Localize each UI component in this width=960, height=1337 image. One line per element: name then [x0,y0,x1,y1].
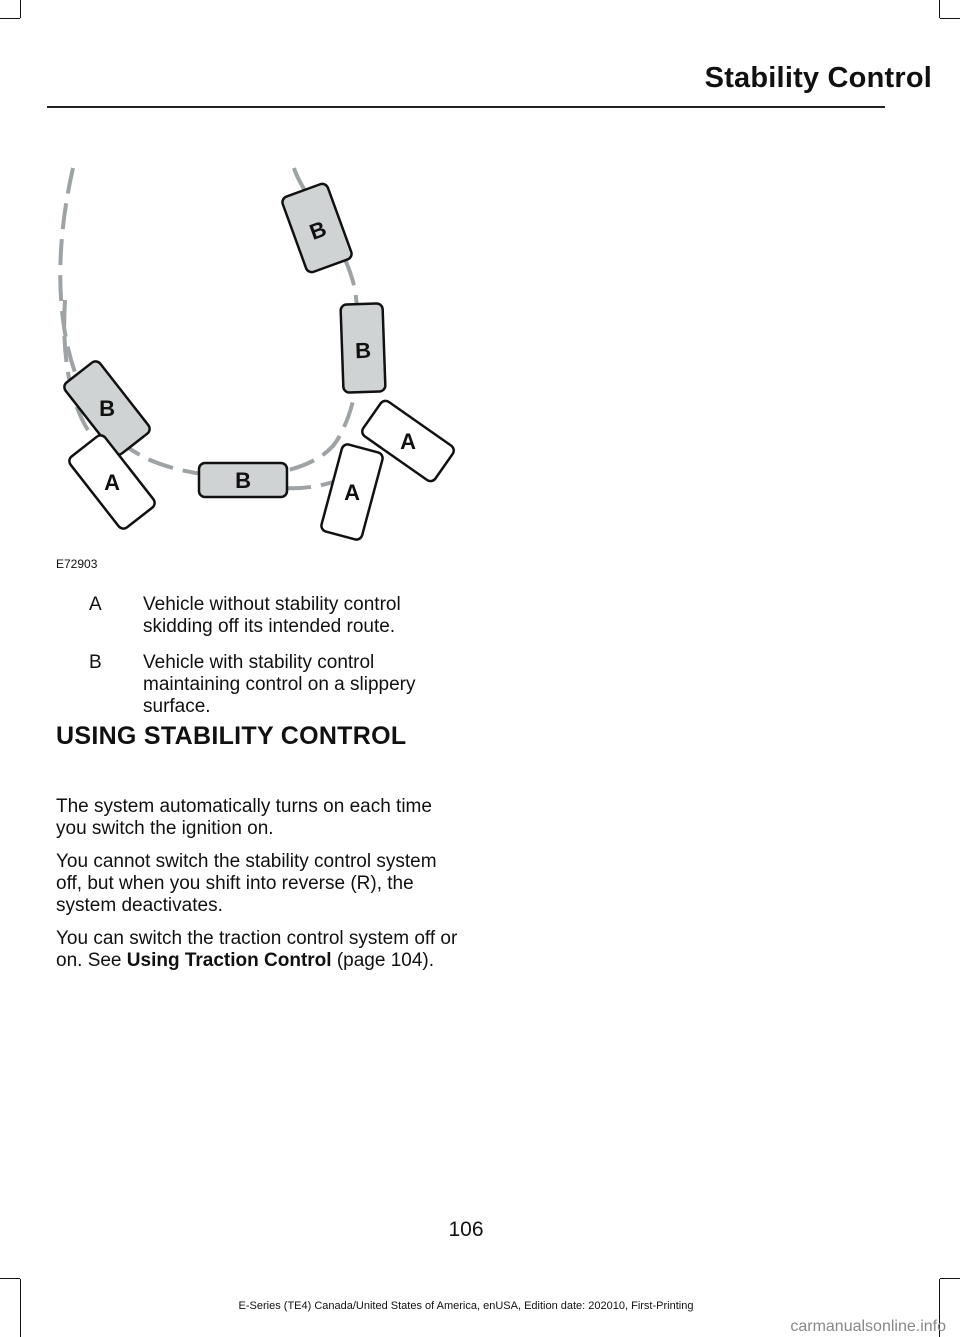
page-title: Stability Control [704,62,932,94]
paragraph: You cannot switch the stability control system off, but when you shift into reverse (R), the system deactivates. [56,851,437,916]
section-body [56,796,466,983]
cross-reference-link[interactable]: Using Traction Control [126,950,332,971]
illustration-svg [40,150,470,560]
vehicle-a-label: A [344,480,360,505]
legend-key: B [89,652,102,673]
vehicle-a-2 [320,443,384,541]
legend-item [56,594,466,638]
legend-text: Vehicle with stability control maintaining control on a slippery surface. [143,652,416,717]
vehicle-a-1 [67,433,157,531]
crop-mark [0,18,20,19]
crop-mark [0,1278,20,1279]
figure-legend [56,594,466,732]
vehicle-b-label: B [354,337,372,364]
footer-edition-info: E-Series (TE4) Canada/United States of America, enUSA, Edition date: 202010, First-Printing [238,1300,694,1312]
header-divider [47,106,885,108]
paragraph: The system automatically turns on each time you switch the ignition on. [56,796,432,839]
section-heading: USING STABILITY CONTROL [56,722,407,750]
vehicle-b-label: B [99,396,115,421]
stability-control-illustration [40,150,470,560]
vehicle-b-2 [340,303,385,392]
legend-item [56,652,466,718]
paragraph-text: You can switch the traction control system off or on. See [56,928,458,971]
paragraph [56,928,466,972]
page-number: 106 [448,1218,484,1241]
vehicle-b-4 [199,463,287,497]
legend-key: A [89,594,102,615]
crop-mark [940,1278,960,1279]
crop-mark [939,0,940,18]
legend-text: Vehicle without stability control skidding off its intended route. [143,594,401,637]
figure-id: E72903 [56,557,98,571]
vehicle-b-label: B [306,215,330,245]
page-reference: (page 104). [331,950,435,971]
vehicle-a-label: A [400,429,416,454]
vehicle-b-label: B [235,468,251,493]
vehicle-a-label: A [104,470,120,495]
vehicle-b-1 [281,182,353,274]
watermark: carmanualsonline.info [790,1318,946,1335]
crop-mark [940,18,960,19]
crop-mark [20,0,21,18]
